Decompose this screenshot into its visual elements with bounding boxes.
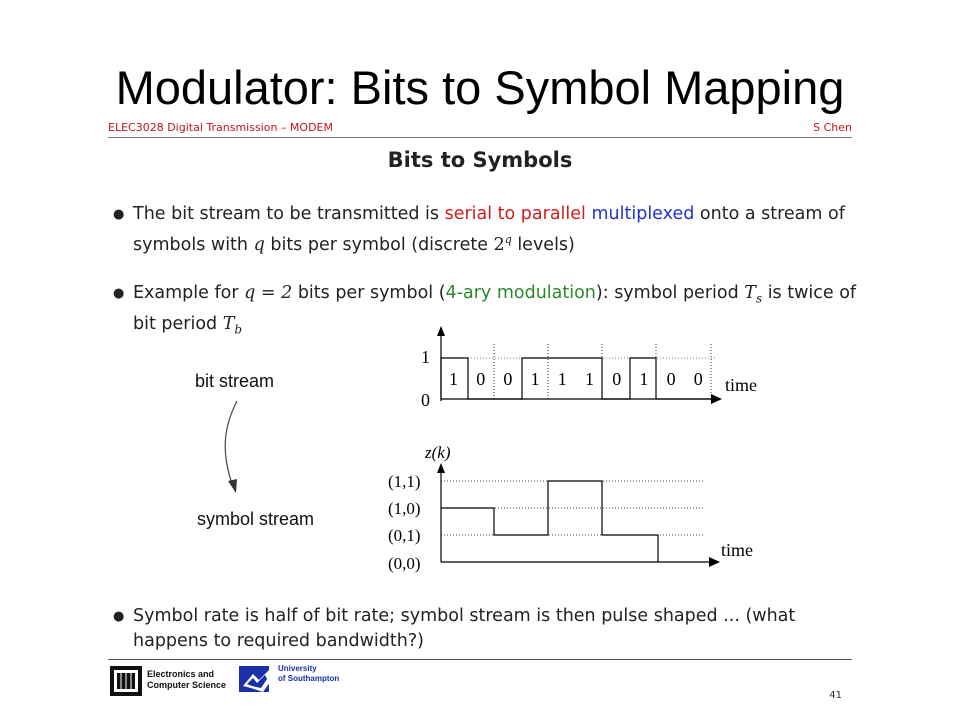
bullet-text: The bit stream to be transmitted is serial to parallel multiplexed onto a stream of symbols with q bits per symbol (discrete 2$^q$ levels) — [133, 204, 845, 255]
university-logo-text: University of Southampton — [278, 664, 340, 683]
bit-axis-high-label: 1 — [421, 347, 430, 367]
bit-stream-waveform — [385, 325, 775, 415]
bullet-text: Symbol rate is half of bit rate; symbol stream is then pulse shaped ... (what happens to required bandwidth?) — [133, 606, 796, 651]
bit-value: 1 — [585, 369, 594, 389]
bit-value: 0 — [666, 369, 676, 389]
bit-value: 1 — [530, 369, 540, 389]
footer-rule — [108, 659, 852, 660]
bit-value: 0 — [503, 369, 513, 389]
bit-axis-low-label: 0 — [421, 390, 430, 410]
level-label-01: (0,1) — [388, 526, 421, 545]
bullet-serial-parallel — [113, 202, 858, 254]
bullet-symbol-rate — [113, 604, 858, 656]
bit-values — [449, 369, 703, 389]
symbol-stream-label: symbol stream — [197, 509, 315, 529]
bit-value: 1 — [557, 369, 567, 389]
university-logo-icon — [237, 664, 277, 696]
author-header: S Chen — [813, 121, 852, 134]
bit-value: 1 — [639, 369, 649, 389]
ecs-logo-icon — [110, 666, 142, 696]
slide-title: Modulator: Bits to Symbol Mapping — [115, 61, 845, 114]
page-number: 41 — [829, 690, 842, 701]
header-rule — [108, 137, 852, 138]
bullet-text: Example for q = 2 bits per symbol (4-ary modulation): symbol period $T_s$ is twice of bit period $T_b$ — [133, 283, 857, 336]
bullet-dot: ● — [113, 286, 125, 301]
section-title: Bits to Symbols — [387, 148, 573, 172]
level-label-10: (1,0) — [388, 499, 421, 518]
bit-value: 0 — [476, 369, 486, 389]
bullet-dot: ● — [113, 207, 125, 222]
bit-value: 0 — [612, 369, 622, 389]
course-header: ELEC3028 Digital Transmission – MODEM — [108, 121, 333, 134]
bullet-dot: ● — [113, 609, 125, 624]
bit-value: 1 — [449, 369, 458, 389]
symbol-axis-time-label: time — [721, 540, 753, 560]
symbol-stream-waveform — [385, 440, 775, 580]
ecs-logo-text: Electronics and Computer Science — [147, 669, 227, 690]
bit-value: 0 — [693, 369, 703, 389]
level-label-11: (1,1) — [388, 472, 421, 491]
bit-axis-time-label: time — [725, 375, 757, 395]
symbol-axis-y-label: z(k) — [425, 443, 451, 462]
level-label-00: (0,0) — [388, 554, 421, 573]
bit-stream-label: bit stream — [195, 371, 275, 391]
mapping-arrow — [200, 395, 260, 500]
